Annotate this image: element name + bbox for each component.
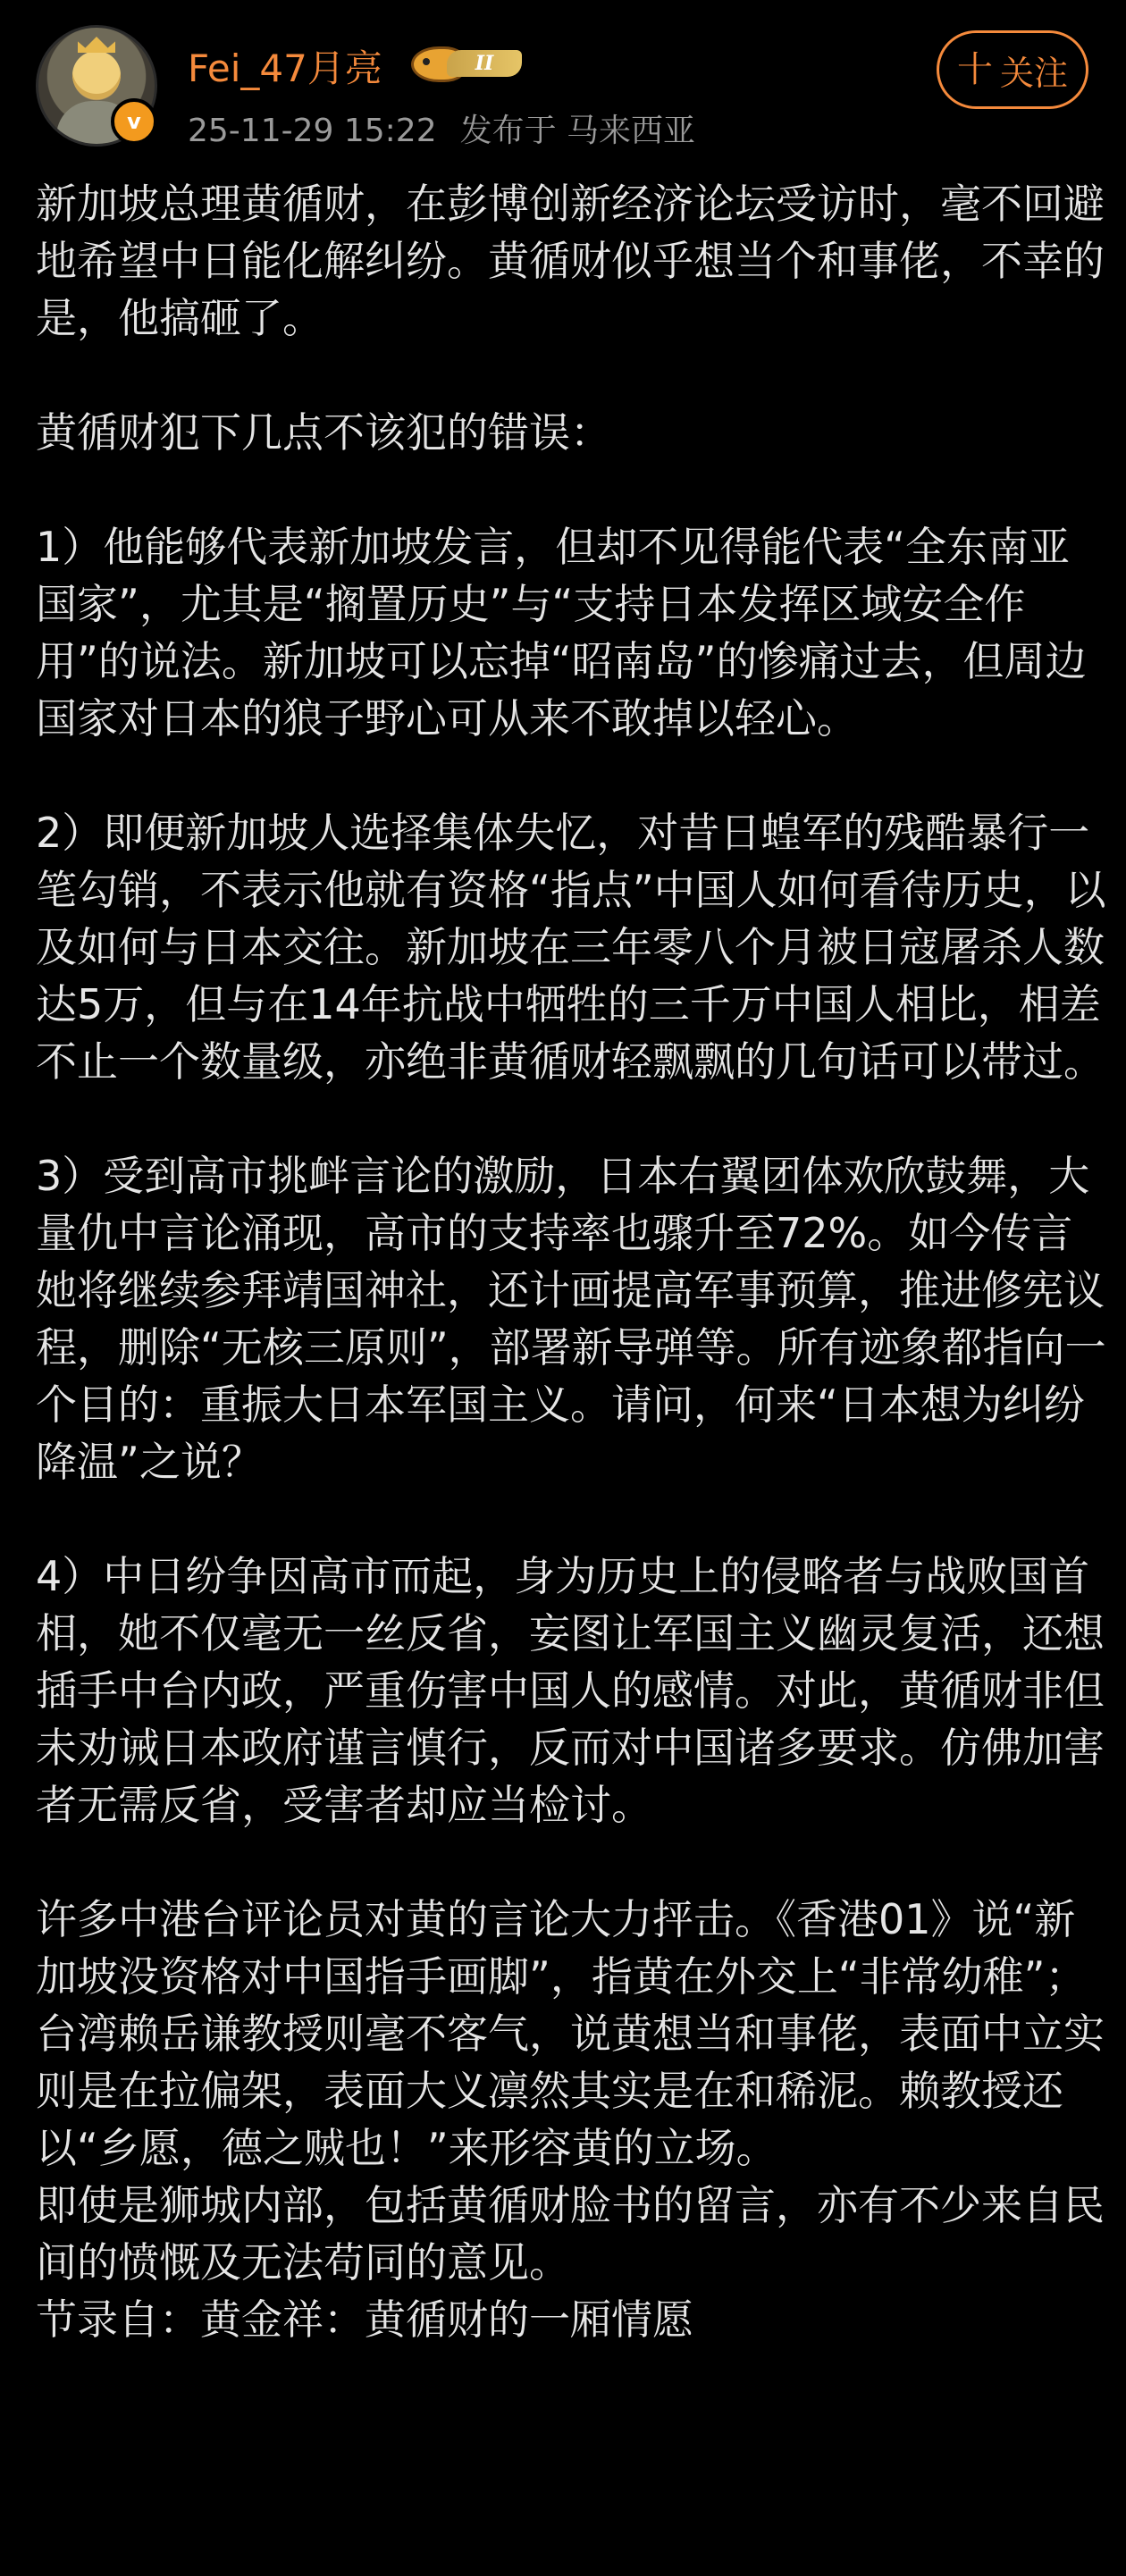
paragraph-point-4: 4）中日纷争因高市而起，身为历史上的侵略者与战败国首相，她不仅毫无一丝反省，妄图让军国主义幽灵复活，还想插手中台内政，严重伤害中国人的感情。对此，黄循财非但未劝诫日本政府谨言慎行，反而对中国诸多要求。仿佛加害者无需反省，受害者却应当检讨。 <box>36 1552 1105 1829</box>
paragraph-gap <box>36 1490 1108 1548</box>
paragraph-errors-heading: 黄循财犯下几点不该犯的错误： <box>36 408 611 457</box>
fish-eye <box>423 58 430 65</box>
paragraph-gap <box>36 461 1108 518</box>
follow-label: 关注 <box>999 53 1068 93</box>
user-level-badge[interactable] <box>411 45 525 80</box>
plus-icon: 十 <box>956 49 993 90</box>
post-body <box>36 175 1108 2348</box>
level-label: II <box>447 50 522 77</box>
author-name[interactable]: Fei_47月亮 <box>188 46 382 90</box>
paragraph-source: 节录自：黄金祥：黄循财的一厢情愿 <box>36 2295 693 2344</box>
paragraph-gap <box>36 1090 1108 1147</box>
paragraph-point-3: 3）受到高市挑衅言论的激励，日本右翼团体欢欣鼓舞，大量仇中言论涌现，高市的支持率也骤升至72%。如今传言她将继续参拜靖国神社，还计画提高军事预算，推进修宪议程，删除“无核三原则”，部署新导弹等。所有迹象都指向一个目的：重振大日本军国主义。请问，何来“日本想为纠纷降温”之说？ <box>36 1152 1106 1486</box>
paragraph-commentary: 许多中港台评论员对黄的言论大力抨击。《香港01》说“新加坡没资格对中国指手画脚”，指黄在外交上“非常幼稚”；台湾赖岳谦教授则毫不客气，说黄想当和事佬，表面中立实则是在拉偏架，表面大义凛然其实是在和稀泥。赖教授还以“乡愿，德之贼也！”来形容黄的立场。 <box>36 1895 1105 2172</box>
paragraph-intro: 新加坡总理黄循财，在彭博创新经济论坛受访时，毫不回避地希望中日能化解纠纷。黄循财似乎想当个和事佬，不幸的是，他搞砸了。 <box>36 180 1105 342</box>
post-location: 发布于 马来西亚 <box>459 113 696 149</box>
follow-button[interactable] <box>937 30 1088 109</box>
paragraph-point-1: 1）他能够代表新加坡发言，但却不见得能代表“全东南亚国家”，尤其是“搁置历史”与“支持日本发挥区域安全作用”的说法。新加坡可以忘掉“昭南岛”的惨痛过去，但周边国家对日本的狼子野心可从来不敢掉以轻心。 <box>36 523 1087 743</box>
crown-icon <box>78 37 115 53</box>
paragraph-gap <box>36 347 1108 404</box>
verified-badge-icon: v <box>111 98 157 145</box>
post-meta <box>188 105 695 151</box>
paragraph-gap <box>36 1833 1108 1891</box>
author-avatar[interactable] <box>36 25 157 147</box>
paragraph-point-2: 2）即便新加坡人选择集体失忆，对昔日蝗军的残酷暴行一笔勾销，不表示他就有资格“指点”中国人如何看待历史，以及如何与日本交往。新加坡在三年零八个月被日寇屠杀人数达5万，但与在14年抗战中牺牲的三千万中国人相比，相差不止一个数量级，亦绝非黄循财轻飘飘的几句话可以带过。 <box>36 809 1106 1086</box>
post-timestamp: 25-11-29 15:22 <box>188 113 437 149</box>
post-header <box>0 0 1126 170</box>
paragraph-gap <box>36 747 1108 804</box>
paragraph-local-reaction: 即使是狮城内部，包括黄循财脸书的留言，亦有不少来自民间的愤慨及无法苟同的意见。 <box>36 2181 1105 2287</box>
avatar-face <box>72 51 121 99</box>
